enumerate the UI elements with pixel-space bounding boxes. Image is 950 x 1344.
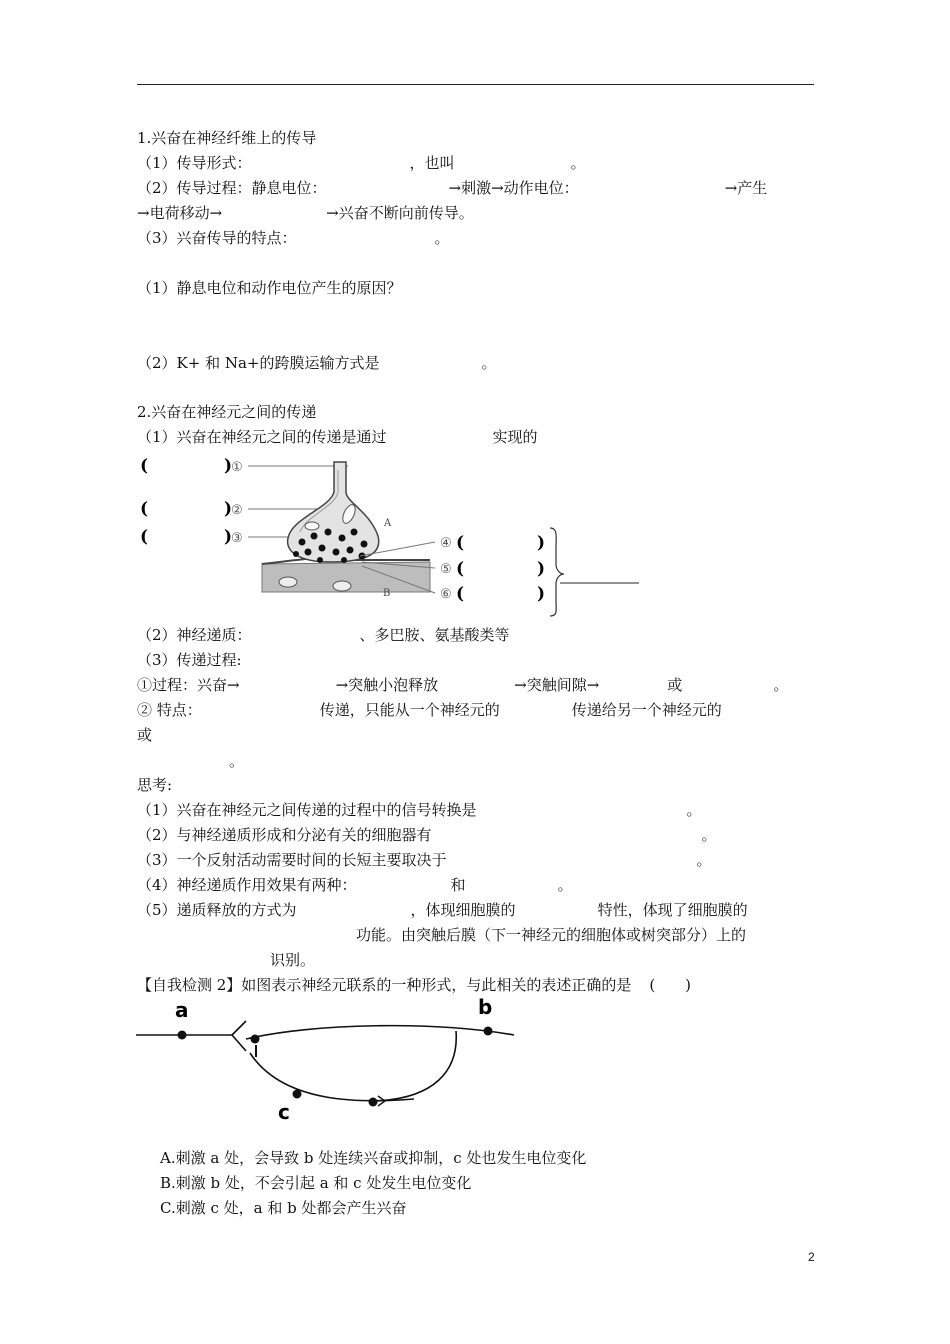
paren-open-2: ( <box>140 499 149 519</box>
section2-intro-b: 实现的 <box>492 428 538 446</box>
section2-feat-d: 或 <box>137 726 153 744</box>
section2-nt-b: 、多巴胺、氨基酸类等 <box>359 626 510 644</box>
option-a[interactable]: A.刺激 a 处，会导致 b 处连续兴奋或抑制，c 处也发生电位变化 <box>160 1149 587 1167</box>
section2-proc-c: →突触间隙→ <box>514 676 600 694</box>
neuron-circuit-diagram <box>134 995 524 1125</box>
page-number: 2 <box>808 1250 815 1264</box>
paren-close-2: ) <box>224 499 233 519</box>
point-b <box>484 1027 493 1036</box>
axon-to-b <box>246 1026 514 1039</box>
paren-close-5: ) <box>537 559 546 579</box>
think-q1 <box>137 800 702 820</box>
paren-close-4: ) <box>537 533 546 553</box>
section1-feature-line <box>137 228 450 248</box>
axon-c-to-b <box>374 1031 456 1101</box>
paren-open-4: ( <box>456 533 465 553</box>
think-q5-e: 识别。 <box>270 951 316 969</box>
point-near-synapse <box>251 1035 260 1044</box>
section1-process-line <box>137 178 767 198</box>
section1-title: 1.兴奋在神经纤维上的传导 <box>137 129 317 147</box>
label-b: b <box>478 995 493 1019</box>
section1-process-c: →产生 <box>724 179 768 197</box>
selfcheck-bracket: ( ) <box>649 976 692 994</box>
paren-open-3: ( <box>140 527 149 547</box>
section1-question2 <box>137 353 497 373</box>
circle-label-6: ⑥ <box>440 587 452 602</box>
section2-proc-b: →突触小泡释放 <box>335 676 439 694</box>
letter-b: B <box>383 588 391 599</box>
mitochondrion-post-1 <box>279 577 297 587</box>
think-q1-a: （1）兴奋在神经元之间传递的过程中的信号转换是 <box>137 801 477 819</box>
paren-open-6: ( <box>456 584 465 604</box>
think-q2-a: （2）与神经递质形成和分泌有关的细胞器有 <box>137 826 432 844</box>
section1-process-d: →电荷移动→ <box>137 204 223 222</box>
think-q5-d: 功能。由突触后膜（下一神经元的细胞体或树突部分）上的 <box>356 926 747 944</box>
circle-label-5: ⑤ <box>440 562 452 577</box>
section1-process-line2 <box>137 203 474 223</box>
option-c[interactable]: C.刺激 c 处，a 和 b 处都会产生兴奋 <box>160 1199 407 1217</box>
section2-proc-line <box>137 675 788 695</box>
label-a: a <box>175 998 189 1022</box>
section1-form-b: ，也叫 <box>409 154 455 172</box>
section2-feat-a: ② 特点： <box>137 701 202 719</box>
section1-process-a: （2）传导过程：静息电位： <box>137 179 327 197</box>
section2-title: 2.兴奋在神经元之间的传递 <box>137 403 317 421</box>
synapse-diagram <box>130 452 650 622</box>
think-q1-b: 。 <box>686 801 702 819</box>
point-a <box>178 1031 187 1040</box>
point-c <box>293 1090 302 1099</box>
paren-close-3: ) <box>224 527 233 547</box>
section2-proc-e: 。 <box>773 676 789 694</box>
think-q4-c: 。 <box>557 876 573 894</box>
section2-feat-line <box>137 700 722 720</box>
selfcheck-question <box>137 975 691 995</box>
section1-question1: （1）静息电位和动作电位产生的原因？ <box>137 279 402 297</box>
think-q5-a: （5）递质释放的方式为 <box>137 901 297 919</box>
grouping-brace <box>550 528 564 616</box>
think-q5-c: 特性，体现了细胞膜的 <box>597 901 748 919</box>
section1-feature-a: （3）兴奋传导的特点： <box>137 229 297 247</box>
section1-process-b: →刺激→动作电位： <box>448 179 579 197</box>
think-q4 <box>137 875 573 895</box>
think-q3-a: （3）一个反射活动需要时间的长短主要取决于 <box>137 851 447 869</box>
circle-label-1: ① <box>231 460 243 475</box>
option-b[interactable]: B.刺激 b 处，不会引起 a 和 c 处发生电位变化 <box>160 1174 472 1192</box>
section2-nt-a: （2）神经递质： <box>137 626 252 644</box>
think-title: 思考: <box>137 776 173 794</box>
section2-intro-a: （1）兴奋在神经元之间的传递是通过 <box>137 428 387 446</box>
synapse-fork <box>232 1021 246 1051</box>
circle-label-3: ③ <box>231 531 243 546</box>
paren-close-6: ) <box>537 584 546 604</box>
section1-q2-a: （2）K+ 和 Na+的跨膜运输方式是 <box>137 354 380 372</box>
paren-close-1: ) <box>224 456 233 476</box>
paren-open-1: ( <box>140 456 149 476</box>
think-q4-a: （4）神经递质作用效果有两种： <box>137 876 357 894</box>
section1-form-c: 。 <box>570 154 586 172</box>
section2-proc-title: （3）传递过程: <box>137 651 242 669</box>
letter-a: A <box>384 518 392 529</box>
label-c: c <box>278 1100 290 1124</box>
section1-form-line <box>137 153 586 173</box>
section2-feat-c: 传递给另一个神经元的 <box>571 701 722 719</box>
mitochondrion-pre-2 <box>305 522 319 530</box>
circle-label-4: ④ <box>440 536 452 551</box>
axon-to-c <box>250 1053 414 1101</box>
section2-nt <box>137 625 510 645</box>
section1-feature-b: 。 <box>434 229 450 247</box>
section2-intro <box>137 427 538 447</box>
think-q2 <box>137 825 717 845</box>
selfcheck-title: 【自我检测 2】如图表示神经元联系的一种形式，与此相关的表述正确的是 <box>137 976 632 994</box>
section2-proc-a: ①过程：兴奋→ <box>137 676 240 694</box>
section1-form-a: （1）传导形式： <box>137 154 252 172</box>
section2-proc-d: 或 <box>667 676 683 694</box>
think-q4-b: 和 <box>450 876 466 894</box>
point-c2 <box>369 1098 378 1107</box>
section1-process-e: →兴奋不断向前传导。 <box>326 204 474 222</box>
header-rule <box>137 84 814 85</box>
think-q5 <box>137 900 748 920</box>
circle-label-2: ② <box>231 503 243 518</box>
section1-q2-b: 。 <box>481 354 497 372</box>
paren-open-5: ( <box>456 559 465 579</box>
mitochondrion-post-2 <box>333 581 351 591</box>
section2-feat-b: 传递，只能从一个神经元的 <box>319 701 500 719</box>
think-q3-b: 。 <box>696 851 712 869</box>
section2-feat-e: 。 <box>229 752 245 770</box>
think-q5-b: ，体现细胞膜的 <box>410 901 516 919</box>
think-q3 <box>137 850 712 870</box>
think-q2-b: 。 <box>701 826 717 844</box>
